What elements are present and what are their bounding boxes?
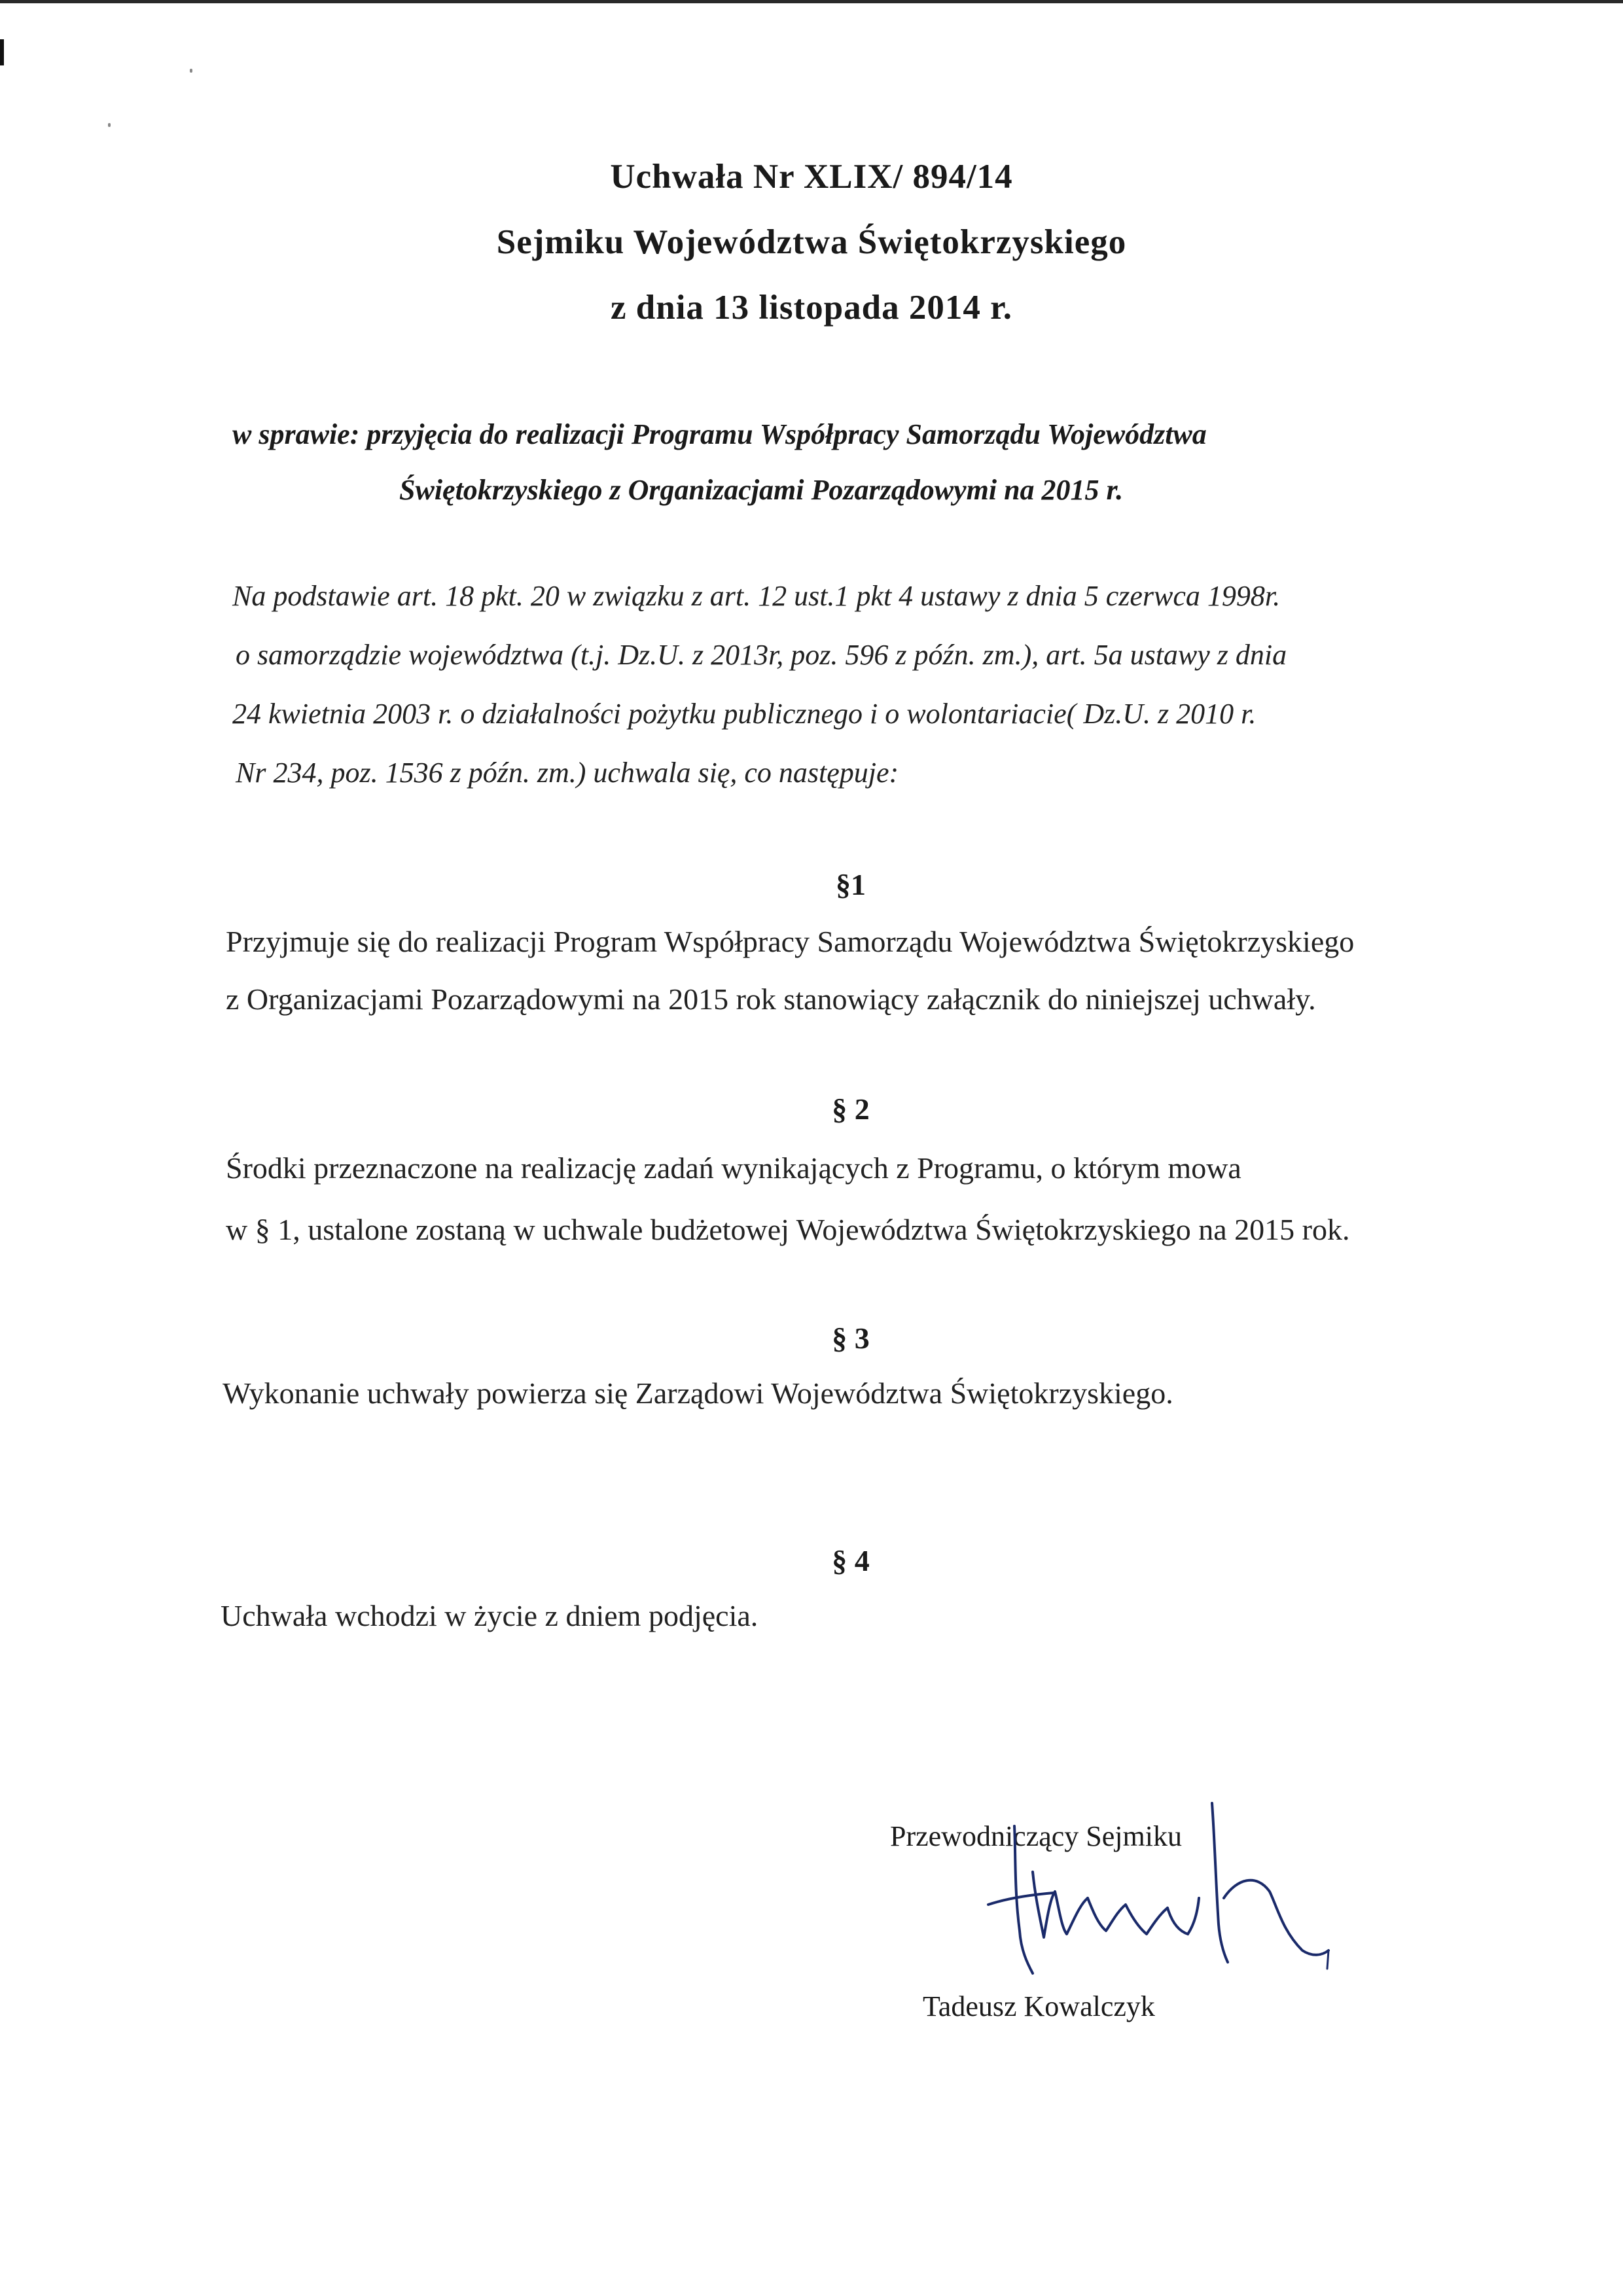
legal-basis-line: Na podstawie art. 18 pkt. 20 w związku z art. 12 ust.1 pkt 4 ustawy z dnia 5 czerwca 1998r.: [232, 580, 1281, 612]
scan-dust-speck: [190, 69, 192, 73]
section-2-number: § 2: [832, 1092, 870, 1126]
legal-basis-line: 24 kwietnia 2003 r. o działalności pożytku publicznego i o wolontariacie( Dz.U. z 2010 r.: [232, 698, 1257, 730]
subject-line-2: Świętokrzyskiego z Organizacjami Pozarządowymi na 2015 r.: [399, 474, 1124, 506]
scan-margin-mark: [0, 39, 4, 65]
legal-basis-line: o samorządzie województwa (t.j. Dz.U. z 2013r, poz. 596 z późn. zm.), art. 5a ustawy z dnia: [236, 639, 1287, 671]
section-2-text-line: w § 1, ustalone zostaną w uchwale budżetowej Województwa Świętokrzyskiego na 2015 rok.: [226, 1213, 1350, 1246]
subject-line-1: w sprawie: przyjęcia do realizacji Programu Współpracy Samorządu Województwa: [232, 418, 1207, 450]
scan-dust-speck: [108, 123, 111, 127]
scan-top-border: [0, 0, 1623, 3]
section-3-text-line: Wykonanie uchwały powierza się Zarządowi Województwa Świętokrzyskiego.: [223, 1376, 1173, 1410]
section-1-number: §1: [836, 868, 866, 901]
section-4-number: § 4: [832, 1544, 870, 1577]
resolution-number: Uchwała Nr XLIX/ 894/14: [610, 158, 1013, 196]
section-4-text-line: Uchwała wchodzi w życie z dniem podjęcia.: [221, 1599, 758, 1632]
resolution-date: z dnia 13 listopada 2014 r.: [610, 289, 1013, 327]
section-2-text-line: Środki przeznaczone na realizację zadań wynikających z Programu, o którym mowa: [226, 1151, 1241, 1185]
handwritten-signature: [916, 1800, 1335, 2009]
signature-block: [890, 1820, 1348, 2055]
section-1-text-line: Przyjmuje się do realizacji Program Współpracy Samorządu Województwa Świętokrzyskiego: [226, 925, 1355, 958]
legal-basis-line: Nr 234, poz. 1536 z późn. zm.) uchwala się, co następuje:: [236, 757, 899, 789]
signatory-name: Tadeusz Kowalczyk: [923, 1990, 1155, 2022]
section-1-text-line: z Organizacjami Pozarządowymi na 2015 rok stanowiący załącznik do niniejszej uchwały.: [226, 982, 1316, 1016]
issuing-body: Sejmiku Województwa Świętokrzyskiego: [496, 223, 1127, 261]
section-3-number: § 3: [832, 1321, 870, 1355]
signatory-title: Przewodniczący Sejmiku: [890, 1820, 1182, 1852]
